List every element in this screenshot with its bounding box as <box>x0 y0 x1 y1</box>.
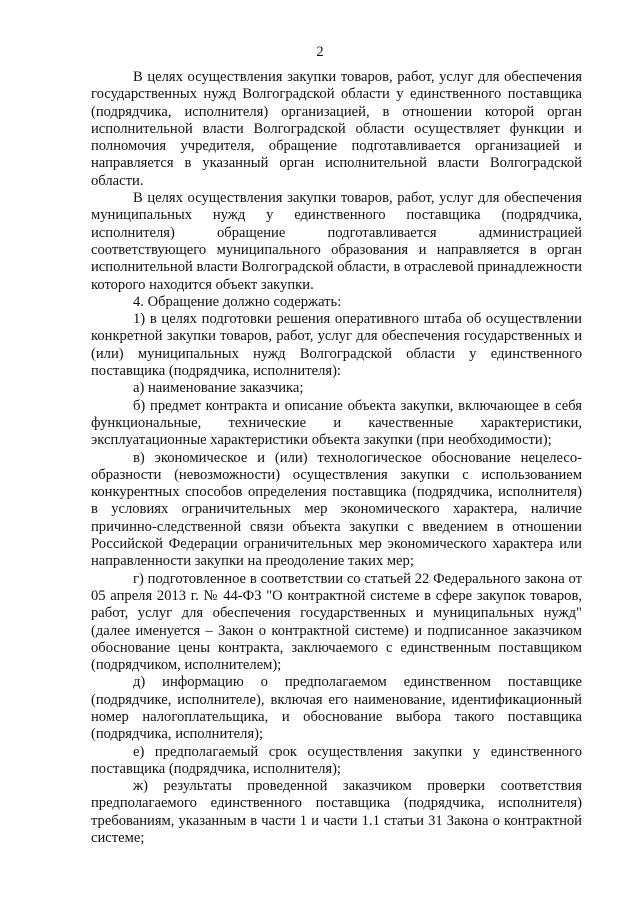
paragraph-municipal-procurement: В целях осуществления закупки товаров, работ, услуг для обеспечения муниципальных нужд у единственного поставщика (подрядчика, исполнителя) обращение подготавливается администрацией соответствующего муниципального образования и направляется в орган исполнительной власти Волгоградской области, в отраслевой принадлежности которого находится объект закупки. <box>91 190 582 293</box>
paragraph-subitem-1: 1) в целях подготовки решения оперативного штаба об осуществлении конкретной закупки товаров, работ, услуг для обеспечения государственных и (или) муниципальных нужд Волгоградской области у единственного поставщика (подрядчика, исполнителя): <box>91 311 582 380</box>
paragraph-subitem-v: в) экономическое и (или) технологическое обоснование нецелесообразности (невозможности) осуществления закупки с использованием конкурентных способов определения поставщика (подрядчика, исполнителя) в условиях ограничительных мер экономического характера, наличие причинно-следственной связи объекта закупки с введением в отношении Российской Федерации ограничительных мер экономического характера или направленности закупки на преодоление таких мер; <box>91 449 582 570</box>
paragraph-subitem-zh: ж) результаты проведенной заказчиком проверки соответствия предполагаемого единственного поставщика (подрядчика, исполнителя) требованиям, указанным в части 1 и части 1.1 статьи 31 Закона о контрактной системе; <box>91 778 582 847</box>
paragraph-item-4-heading: 4. Обращение должно содержать: <box>133 293 342 310</box>
paragraph-regional-procurement: В целях осуществления закупки товаров, работ, услуг для обеспечения государственных нужд Волгоградской области у единственного поставщика (подрядчика, исполнителя) организацией, в отношении которой орган исполнительной власти Волгоградской области осуществляет функции и полномочия учредителя, обращение подготавливается организацией и направляется в указанный орган исполнительной власти Волгоградской области. <box>91 69 582 189</box>
paragraph-subitem-d: д) информацию о предполагаемом единственном поставщике (подрядчике, исполнителе), включая его наименование, идентификационный номер налогоплательщика, и обоснование выбора такого поставщика (подрядчика, исполнителя); <box>91 674 582 743</box>
document-body <box>91 69 582 847</box>
paragraph-subitem-e: е) предполагаемый срок осуществления закупки у единственного поставщика (подрядчика, исполнителя); <box>91 743 582 777</box>
paragraph-subitem-g: г) подготовленное в соответствии со статьей 22 Федерального закона от 05 апреля 2013 г. № 44-ФЗ "О контрактной системе в сфере закупок товаров, работ, услуг для обеспечения государственных и муниципальных нужд" (далее именуется – Закон о контрактной системе) и подписанное заказчиком обоснование цены контракта, заключаемого с единственным поставщиком (подрядчиком, исполнителем); <box>91 570 582 674</box>
page-number: 2 <box>316 44 324 60</box>
paragraph-subitem-a: а) наименование заказчика; <box>133 380 304 397</box>
paragraph-subitem-b: б) предмет контракта и описание объекта закупки, включающее в себя функциональные, технические и качественные характеристики, эксплуатационные характеристики объекта закупки (при необходимости); <box>91 397 582 449</box>
